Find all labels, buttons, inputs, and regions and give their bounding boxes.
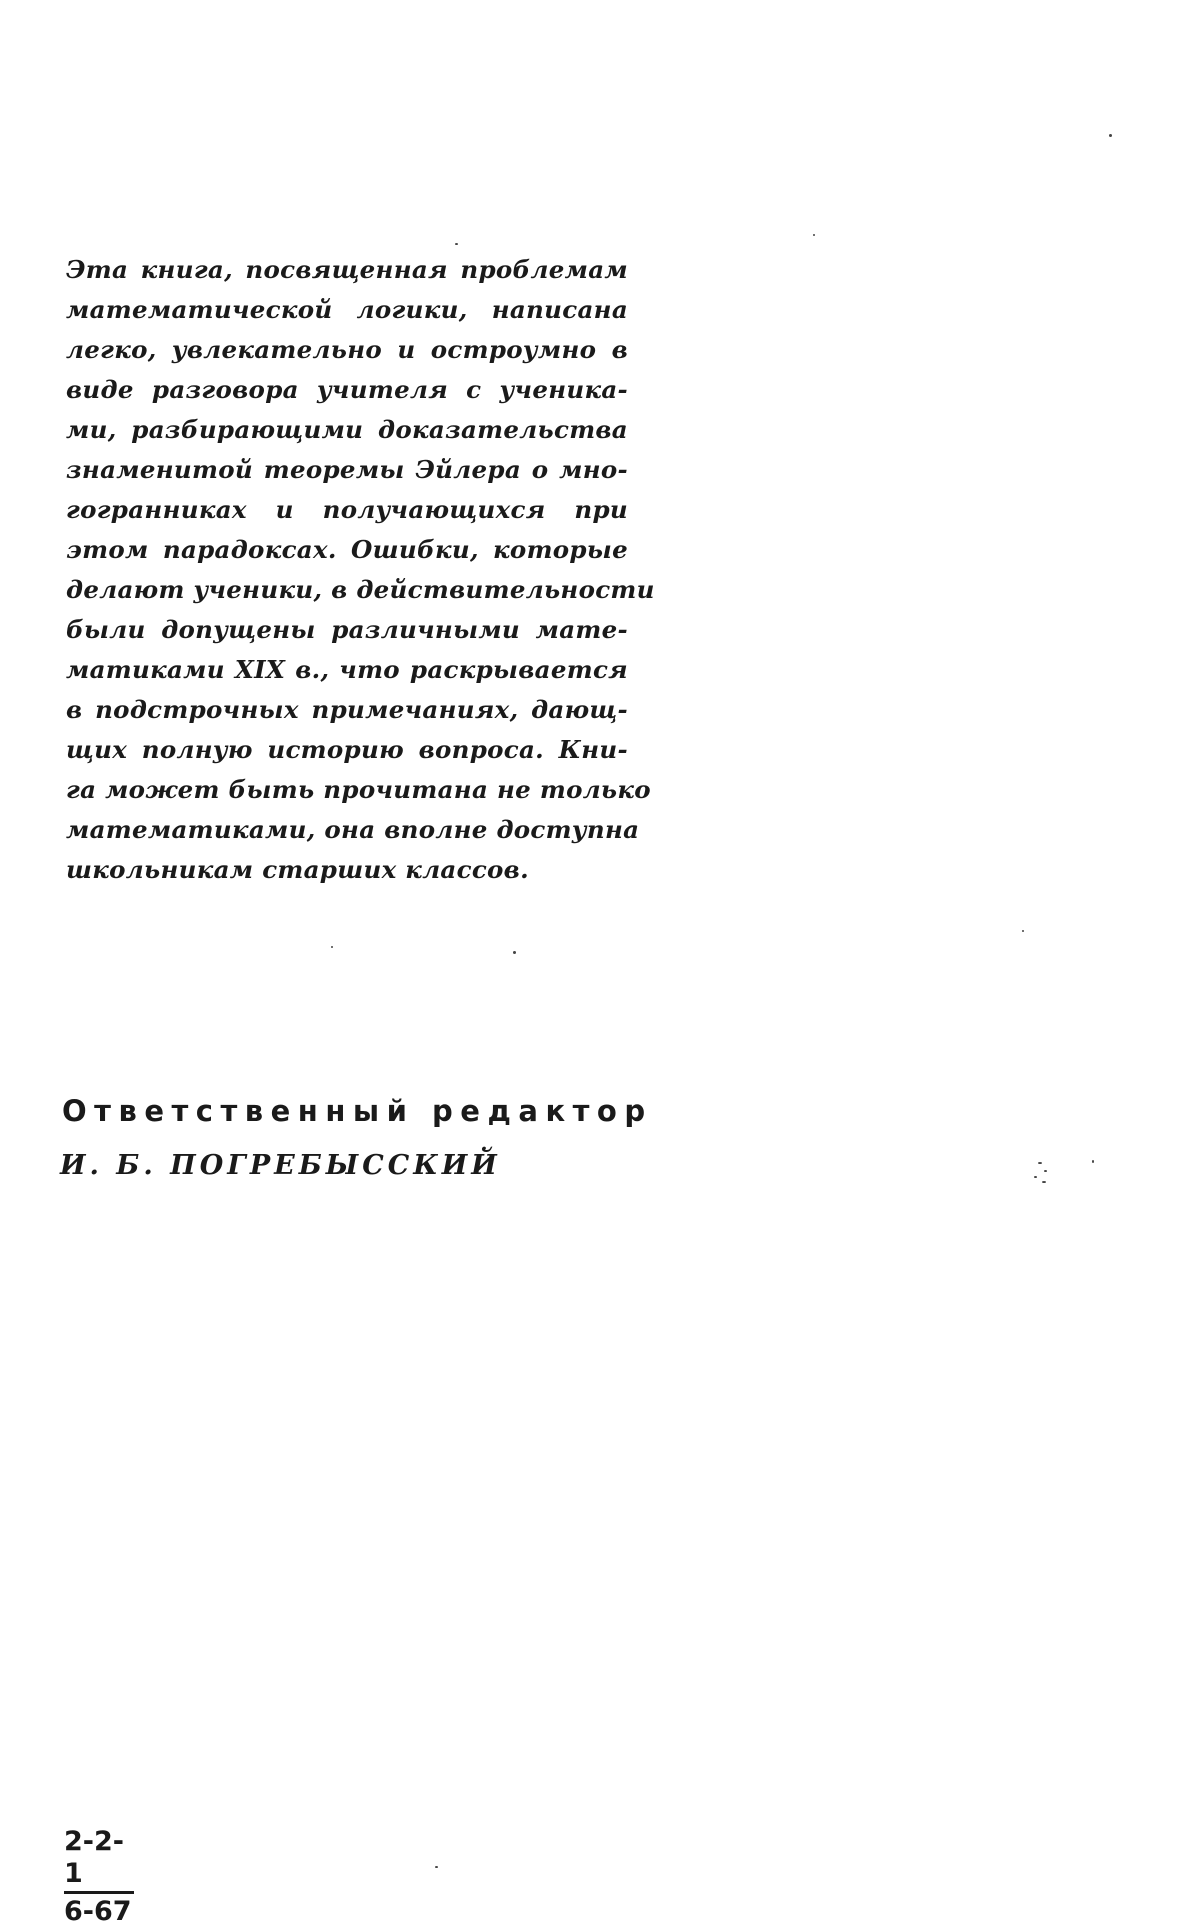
annotation-line: легко, увлекательно и остроумно в [66,335,628,364]
annotation-line: виде разговора учителя с ученика- [66,375,628,404]
scan-speck [1038,1162,1042,1164]
scan-speck [435,1866,438,1868]
annotation-line: Эта книга, посвященная проблемам [66,255,628,284]
scan-speck [455,243,458,245]
fraction-rule [64,1891,134,1894]
book-annotation [66,250,655,890]
scan-speck [1092,1160,1094,1163]
annotation-line: га может быть прочитана не только [66,775,651,804]
annotation-line: математической логики, написана [66,295,628,324]
scan-speck [813,234,815,236]
annotation-line: в подстрочных примечаниях, дающ- [66,695,628,724]
annotation-line: были допущены различными мате- [66,615,628,644]
catalog-code [64,1826,134,1928]
annotation-line: ми, разбирающими доказательства [66,415,628,444]
annotation-line: матиками XIX в., что раскрывается [66,655,628,684]
scan-speck [331,946,333,948]
scan-speck [1109,134,1112,137]
scan-speck [1034,1176,1037,1178]
annotation-line: делают ученики, в действительности [66,575,655,604]
annotation-line: знаменитой теоремы Эйлера о мно- [66,455,628,484]
annotation-line: щих полную историю вопроса. Кни- [66,735,628,764]
annotation-line: этом парадоксах. Ошибки, которые [66,535,628,564]
editor-name: И. Б. ПОГРЕБЫССКИЙ [60,1150,501,1181]
scan-speck [513,951,516,954]
editor-role: Ответственный редактор [62,1094,653,1128]
annotation-line: гогранниках и получающихся при [66,495,628,524]
annotation-line: школьникам старших классов. [66,855,529,884]
scan-speck [1044,1170,1047,1172]
catalog-code-numerator: 2-2-1 [64,1826,124,1889]
annotation-line: математиками, она вполне доступна [66,815,640,844]
scan-speck [1022,930,1024,932]
catalog-code-denominator: 6-67 [64,1896,132,1927]
scan-speck [1042,1181,1046,1183]
